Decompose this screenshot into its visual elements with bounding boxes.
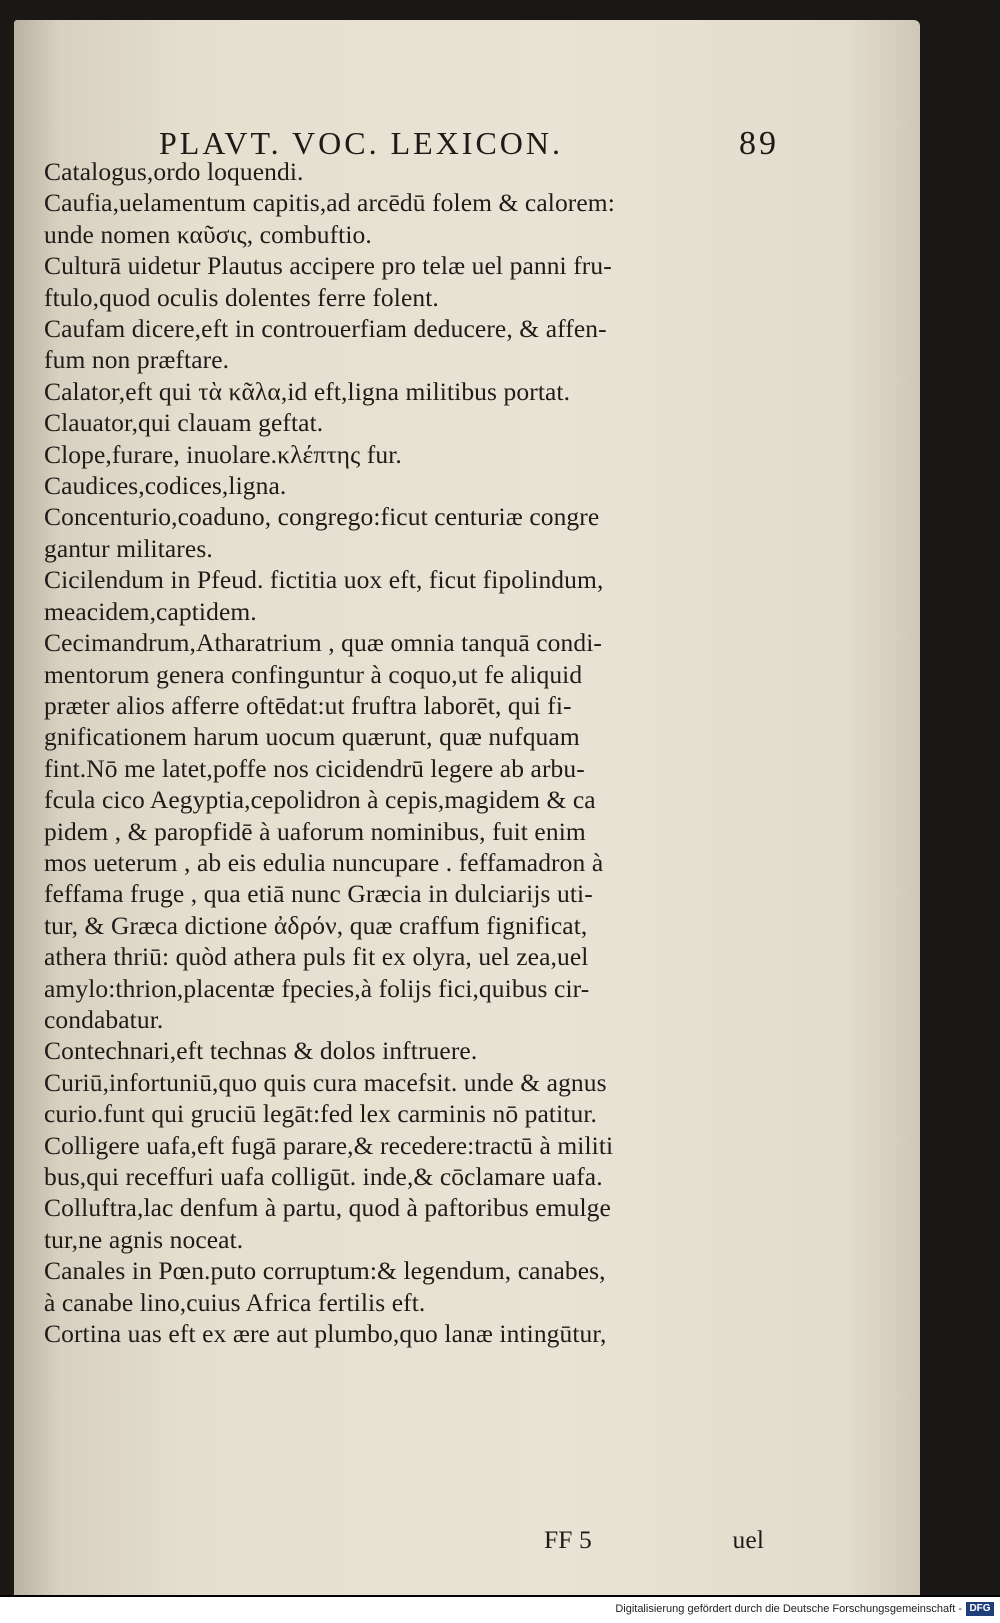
entry-line: ftulo,quod oculis dolentes ferre folent. (44, 282, 439, 312)
entry-line: Caudices,codices,ligna. (44, 471, 287, 501)
lexicon-entry (44, 250, 764, 313)
entry-line: Cicilendum in Pfeud. fictitia uox eft, ficut fipolindum, (44, 565, 604, 595)
entry-line: Calator,eft qui τὰ κᾶλα,id eft,ligna militibus portat. (44, 376, 571, 406)
entry-line: Clope,furare, inuolare.κλέπτης fur. (44, 439, 402, 469)
entry-line: Caufia,uelamentum capitis,ad arcēdū folem & calorem: (44, 188, 615, 218)
entry-line: bus,qui receffuri uafa colligūt. inde,& cōclamare uafa. (44, 1162, 603, 1191)
entry-line: gnificationem harum uocum quærunt, quæ nufquam (44, 722, 580, 752)
entry-line: Culturā uidetur Plautus accipere pro telæ uel panni fru- (44, 251, 612, 281)
entry-line: gantur militares. (44, 533, 213, 563)
entry-line: athera thriū: quòd athera puls fit ex olyra, uel zea,uel (44, 942, 589, 972)
lexicon-entry (44, 1255, 764, 1318)
entry-line: Colluftra,lac denfum à partu, quod à paftoribus emulge (44, 1193, 611, 1223)
entry-line: amylo:thrion,placentæ fpecies,à folijs fici,quibus cir- (44, 973, 590, 1003)
lexicon-entry (44, 439, 764, 470)
entry-line: præter alios afferre oftēdat:ut fruftra laborēt, qui fi- (44, 690, 572, 720)
running-title: PLAVT. VOC. LEXICON. (159, 125, 564, 161)
entry-line: fum non præftare. (44, 345, 230, 375)
funding-credit: Digitalisierung gefördert durch die Deutsche Forschungsgemeinschaft - (615, 1603, 962, 1615)
entry-line: Clauator,qui clauam geftat. (44, 408, 324, 438)
entry-line: fint.Nō me latet,poffe nos cicidendrū legere ab arbu- (44, 753, 585, 783)
page-number: 89 (739, 125, 779, 162)
lexicon-entry (44, 313, 764, 376)
entry-line: curio.funt qui gruciū legāt:fed lex carminis nō patitur. (44, 1099, 597, 1129)
catch-line (44, 1524, 764, 1556)
entry-line: tur,ne agnis noceat. (44, 1224, 244, 1254)
entry-line: tur, & Græca dictione ἀδρόν, quæ craffum fignificat, (44, 910, 588, 940)
book-page (14, 20, 920, 1595)
lexicon-entry (44, 156, 764, 187)
entry-line: Concenturio,coaduno, congrego:ficut centuriæ congre (44, 502, 600, 532)
entry-line: Caufam dicere,eft in controuerfiam deducere, & affen- (44, 314, 607, 344)
entry-line: pidem , & paropfidē à uaforum nominibus, fuit enim (44, 816, 586, 846)
lexicon-entry (44, 407, 764, 438)
signature-mark: FF 5 (544, 1525, 592, 1554)
entry-line: Contechnari,eft technas & dolos inftruere. (44, 1036, 478, 1066)
entry-line: meacidem,captidem. (44, 596, 257, 626)
entry-line: mos ueterum , ab eis edulia nuncupare . feffamadron à (44, 847, 604, 877)
lexicon-entry (44, 1035, 764, 1066)
entry-line: unde nomen καῦσις, combuftio. (44, 219, 372, 249)
dfg-logo: DFG (966, 1602, 994, 1616)
lexicon-entry (44, 376, 764, 407)
entry-line: Cecimandrum,Atharatrium , quæ omnia tanquā condi- (44, 628, 602, 658)
lexicon-entry (44, 1192, 764, 1255)
lexicon-entry (44, 1067, 764, 1130)
entry-line: à canabe lino,cuius Africa fertilis eft. (44, 1287, 426, 1317)
entry-line: fcula cico Aegyptia,cepolidron à cepis,magidem & ca (44, 785, 596, 815)
lexicon-entry (44, 187, 764, 250)
lexicon-entry (44, 564, 764, 627)
entry-line: feffama fruge , qua etiā nunc Græcia in dulciarijs uti- (44, 879, 593, 909)
entry-line: mentorum genera confinguntur à coquo,ut fe aliquid (44, 659, 583, 689)
footer-bar (0, 1597, 1000, 1623)
lexicon-entry (44, 1130, 764, 1193)
entry-line: Canales in Pœn.puto corruptum:& legendum, canabes, (44, 1256, 606, 1286)
entry-line: Catalogus,ordo loquendi. (44, 157, 304, 186)
lexicon-entry (44, 501, 764, 564)
lexicon-entry (44, 470, 764, 501)
lexicon-entry (44, 627, 764, 1035)
entry-line: Cortina uas eft ex ære aut plumbo,quo lanæ intingūtur, (44, 1319, 607, 1349)
entry-line: Curiū,infortuniū,quo quis cura macefsit. unde & agnus (44, 1067, 607, 1097)
entry-line: Colligere uafa,eft fugā parare,& recedere:tractū à militi (44, 1130, 614, 1160)
lexicon-entry (44, 1318, 764, 1349)
catchword: uel (732, 1525, 764, 1554)
lexicon-body (44, 156, 764, 1554)
entry-line: condabatur. (44, 1004, 164, 1034)
